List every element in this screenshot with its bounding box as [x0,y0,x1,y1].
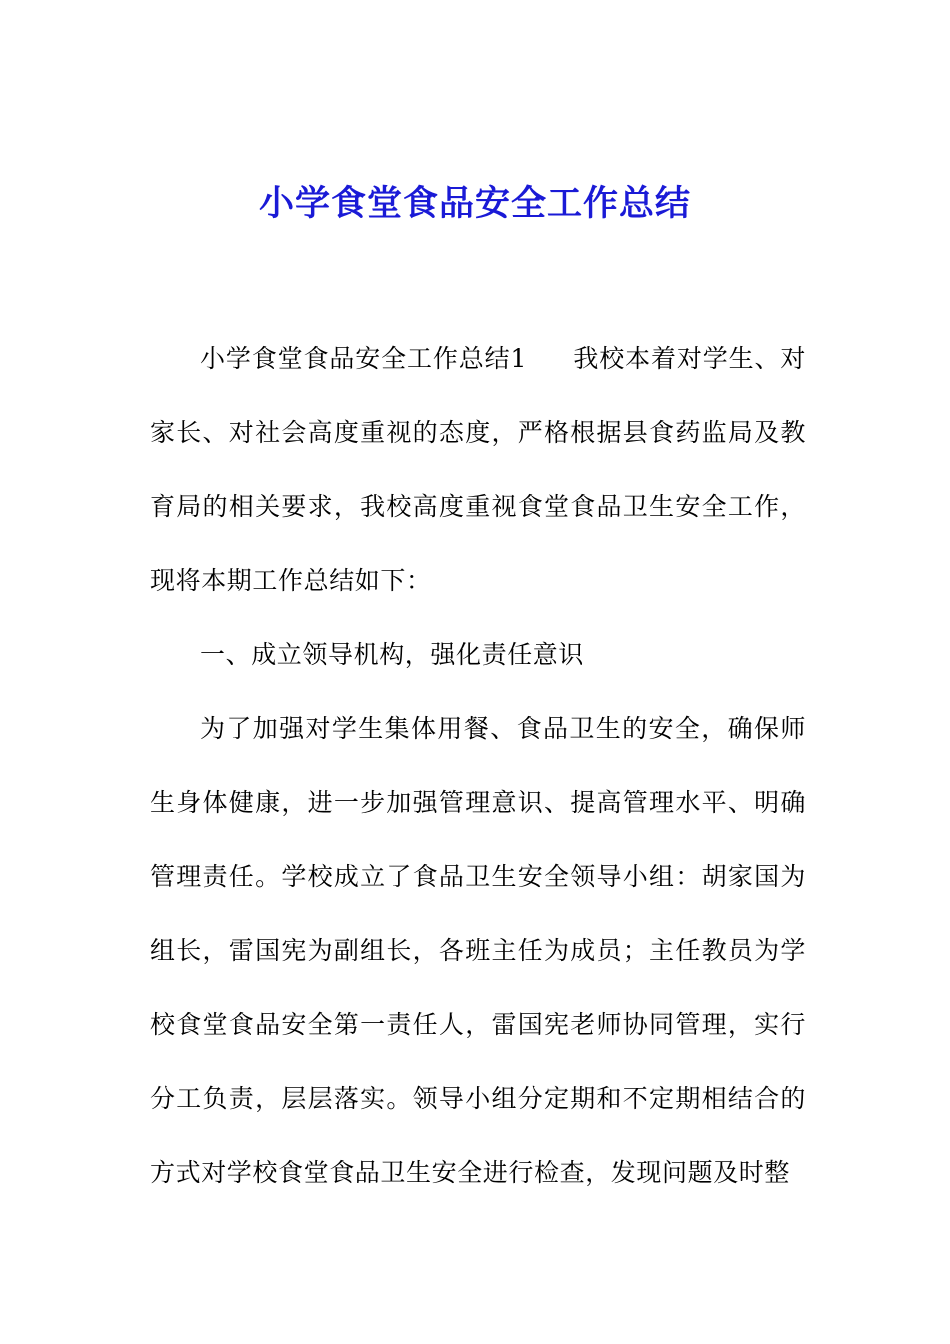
document-body [150,322,806,1210]
document-title: 小学食堂食品安全工作总结 [258,183,691,224]
section-paragraph-1: 为了加强对学生集体用餐、食品卫生的安全，确保师生身体健康，进一步加强管理意识、提高管理水平、明确管理责任。学校成立了食品卫生安全领导小组：胡家国为组长，雷国宪为副组长，各班主任为成员；主任教员为学校食堂食品安全第一责任人，雷国宪老师协同管理，实行分工负责，层层落实。领导小组分定期和不定期相结合的方式对学校食堂食品卫生安全进行检查，发现问题及时整 [150,714,806,1187]
intro-heading: 小学食堂食品安全工作总结1 [200,344,528,373]
intro-paragraph [150,322,806,618]
intro-text: 我校本着对学生、对家长、对社会高度重视的态度，严格根据县食药监局及教育局的相关要求，我校高度重视食堂食品卫生安全工作，现将本期工作总结如下： [150,344,806,595]
section-heading-1: 一、成立领导机构，强化责任意识 [200,640,585,669]
